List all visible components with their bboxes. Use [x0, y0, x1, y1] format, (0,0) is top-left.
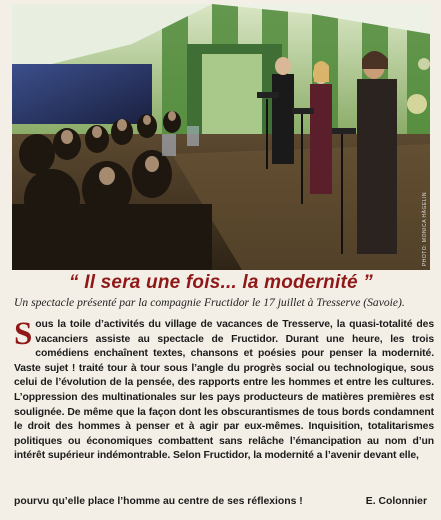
article-subhead: Un spectacle présenté par la compagnie Fructidor le 17 juillet à Tresserve (Savoie).: [14, 296, 405, 309]
article-author: E. Colonnier: [365, 496, 427, 507]
photo-credit: PHOTO: MONICA HÄGELIN: [422, 191, 428, 266]
article-headline: “ Il sera une fois... la modernité ”: [69, 272, 373, 293]
article-body: [14, 318, 434, 464]
article-closing-line: pourvu qu’elle place l’homme au centre de ses réflexions !: [14, 496, 303, 507]
article-photo: [12, 4, 430, 270]
photo-scene: [12, 4, 430, 270]
article-body-text: ous la toile d’activités du village de vacances de Tresserve, la quasi-totalité des vacanciers assiste au spectacle de Fructidor. Durant une heure, les trois comédiens enchaînent textes, chansons et poésies pour penser la modernité. Vaste sujet ! traité tour à tour sous l’angle du progrès social ou technologique, sous celui de l’évolution de la pensée, des rapports entre les hommes et entre les cultures. L’oppression des multinationales sur les pays producteurs de matières premières est soulignée. De même que la façon dont les obscurantismes de tous bords condamnent le droit des hommes à penser et à agir par eux-mêmes. Inquisition, totalitarismes politiques ou économiques combattent sans relâche l’émancipation au nom d’un intérêt supérieur indémontrable. Selon Fructidor, la modernité a l’avenir devant elle,: [14, 319, 434, 462]
dropcap-letter: S: [14, 316, 33, 352]
